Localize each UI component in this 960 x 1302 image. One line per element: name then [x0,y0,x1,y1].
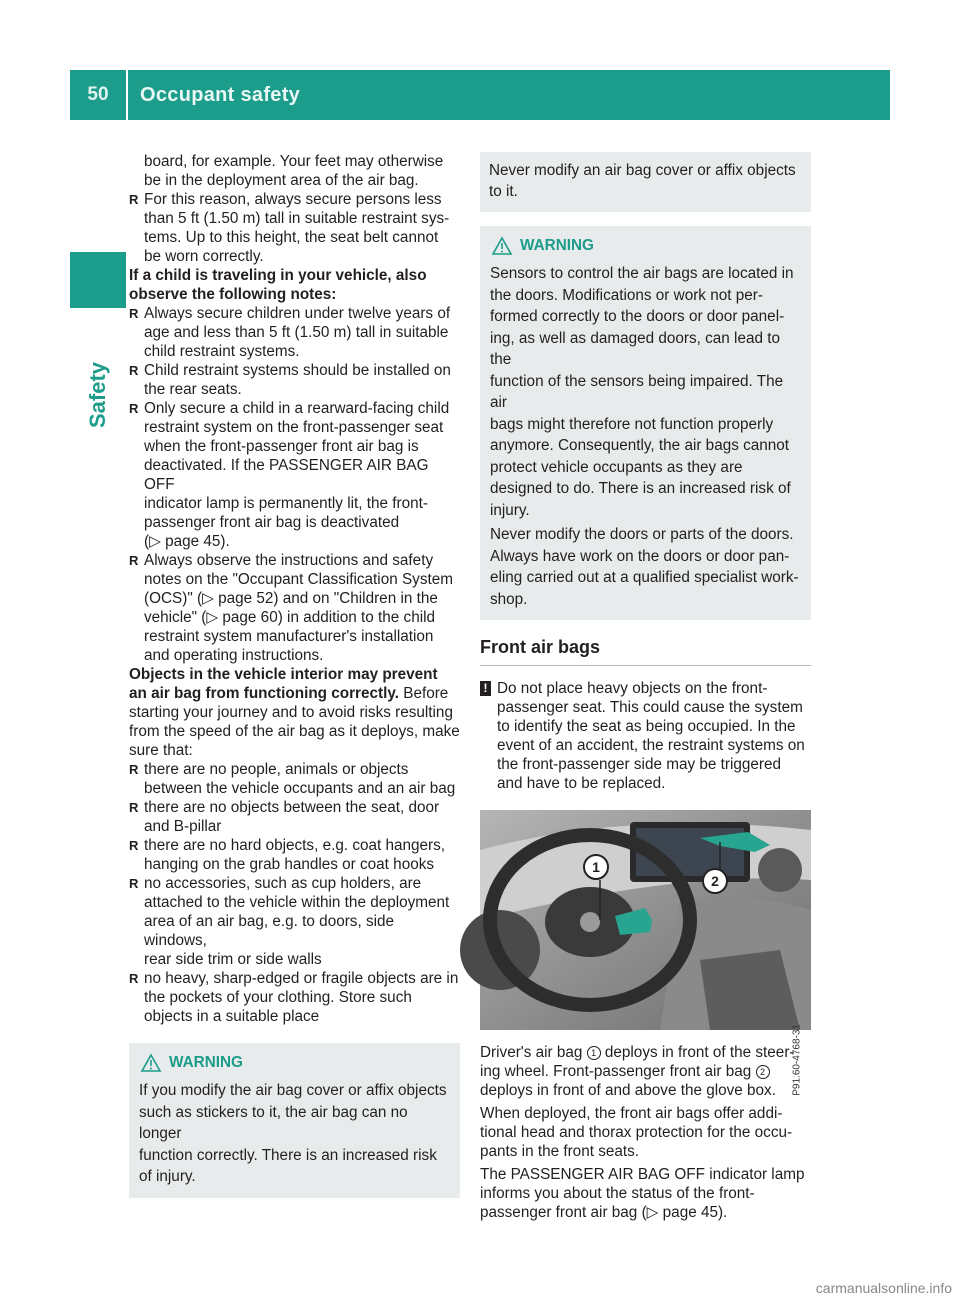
page-reference-link[interactable]: passenger front air bag (▷ page 45). [480,1204,728,1221]
exclamation-icon: ! [480,681,491,696]
right-column [480,152,811,1222]
objects-paragraph: Objects in the vehicle interior may prevent an air bag from functioning correctly. Before starting your journey and to avoid risks resulting from the speed of the air bag as it deploys, make sure that: [129,666,460,759]
list-item: R For this reason, always secure persons less than 5 ft (1.50 m) tall in suitable restraint sys- tems. Up to this height, the seat belt cannot be worn correctly. [129,190,460,266]
page-header [70,70,890,120]
list-item: R Always secure children under twelve years of age and less than 5 ft (1.50 m) tall in suitable child restraint systems. [129,304,460,361]
warning-triangle-icon [492,237,512,255]
list-item: R no accessories, such as cup holders, are attached to the vehicle within the deployment area of an air bag, e.g. to doors, side windows, rear side trim or side walls [129,874,460,969]
page-reference-link[interactable]: (▷ page 45). [144,533,230,550]
caption-paragraph: When deployed, the front air bags offer addi- tional head and thorax protection for the occu- pants in the front seats. [480,1105,793,1160]
section-title: Front air bags [480,638,811,666]
caption-paragraph: Driver's air bag 1 deploys in front of the steer- ing wheel. Front-passenger front air bag 2 deploys in front of and above the glove box. [480,1044,795,1099]
callout-2: 2 [702,868,728,894]
warning-text: Sensors to control the air bags are located in the doors. Modifications or work not per- formed correctly to the doors or door panel- ing, as well as damaged doors, can lead to the function of the sensors being impaired. The air bags might therefore not function properly anymore. Consequently, the air bags cannot protect vehicle occupants as they are designed to do. There is an increased risk of injury. Never modify the doors or parts of the doors. Always have work on the doors or door pan- eling carried out at a qualified specialist work- shop. [490,265,799,608]
list-item: R there are no people, animals or objects between the vehicle occupants and an air bag [129,760,460,798]
car-interior-drawing [480,810,811,1030]
sidebar-marker [70,252,126,308]
watermark: carmanualsonline.info [815,1280,952,1296]
callout-1-symbol: 1 [587,1046,601,1060]
callout-1: 1 [583,854,609,880]
list-item: R Only secure a child in a rearward-facing child restraint system on the front-passenger seat when the front-passenger front air bag is deactivated. If the PASSENGER AIR BAG OFF indicator lamp is permanently lit, the front- passenger front air bag is deactivated (▷ page 45). [129,399,460,551]
list-item: R Always observe the instructions and safety notes on the "Occupant Classification System (OCS)" (▷ page 52) and on "Children in the vehicle" (▷ page 60) in addition to the child restraint system manufacturer's installation and operating instructions. [129,551,460,665]
notice-paragraph: ! Do not place heavy objects on the front- passenger seat. This could cause the system to identify the seat as being occupied. In the event of an accident, the restraint systems on the front-passenger side may be triggered and have to be replaced. [480,679,811,793]
image-code: P91.60-4768-31 [792,1024,803,1096]
warning-title: WARNING [490,236,801,255]
continued-text: board, for example. Your feet may otherwise be in the deployment area of the air bag. [144,153,444,189]
callout-2-symbol: 2 [756,1065,770,1079]
list-item: R Child restraint systems should be installed on the rear seats. [129,361,460,399]
list-item: R there are no hard objects, e.g. coat hangers, hanging on the grab handles or coat hooks [129,836,460,874]
page-number: 50 [87,84,109,105]
warning-triangle-icon [141,1054,161,1072]
info-box: Never modify an air bag cover or affix objects to it. [480,152,811,212]
warning-text: If you modify the air bag cover or affix objects such as stickers to it, the air bag can no longer function correctly. There is an increased risk of injury. [139,1082,447,1185]
caption-paragraph: The PASSENGER AIR BAG OFF indicator lamp informs you about the status of the front- passenger front air bag (▷ page 45). [480,1165,811,1222]
list-item: R there are no objects between the seat, door and B-pillar [129,798,460,836]
warning-box [129,1043,460,1198]
warning-title: WARNING [139,1053,450,1072]
sidebar-label: Safety [85,361,110,429]
child-heading: If a child is traveling in your vehicle, also observe the following notes: [129,267,427,303]
header-divider [126,70,128,120]
page-title: Occupant safety [140,83,301,106]
list-item: R no heavy, sharp-edged or fragile objects are in the pockets of your clothing. Store such objects in a suitable place [129,969,460,1026]
warning-box [480,226,811,620]
left-column [129,152,460,1198]
